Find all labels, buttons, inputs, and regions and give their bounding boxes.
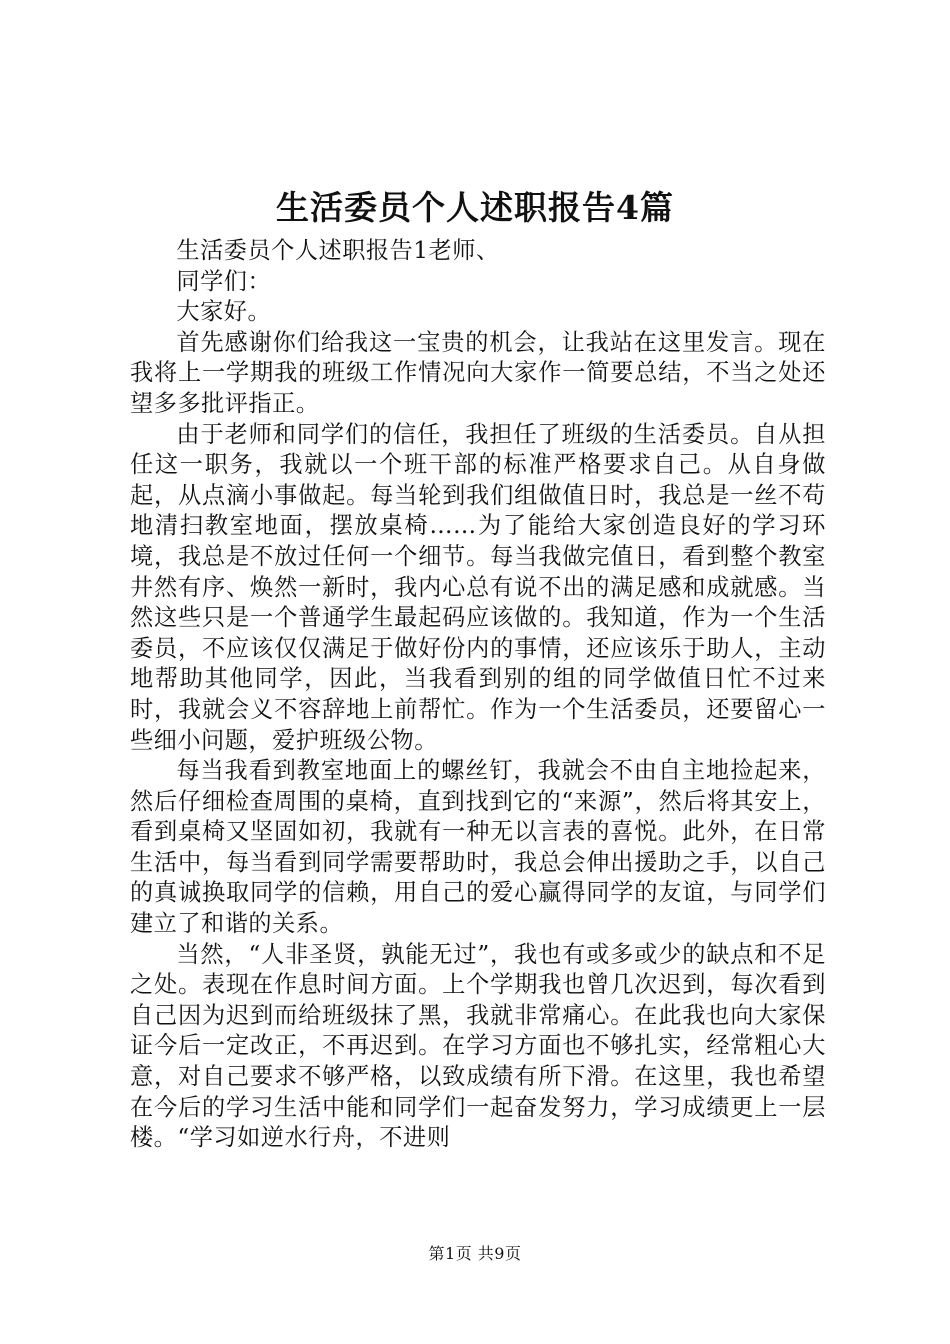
paragraph-opening: 首先感谢你们给我这一宝贵的机会，让我站在这里发言。现在我将上一学期我的班级工作情况向大家作一简要总结，不当之处还望多多批评指正。 bbox=[130, 328, 826, 417]
paragraph-report-heading: 生活委员个人述职报告1老师、 bbox=[176, 237, 500, 264]
paragraph-helping: 每当我看到教室地面上的螺丝钉，我就会不由自主地捡起来，然后仔细检查周围的桌椅，直到找到它的“来源”，然后将其安上，看到桌椅又坚固如初，我就有一种无以言表的喜悦。此外，在日常生活中，每当看到同学需要帮助时，我总会伸出援助之手，以自己的真诚换取同学的信赖，用自己的爱心赢得同学的友谊，与同学们建立了和谐的关系。 bbox=[130, 757, 826, 938]
page-number-footer: 第1页 共9页 bbox=[428, 1244, 522, 1263]
paragraph-shortcomings: 当然，“人非圣贤，孰能无过”，我也有或多或少的缺点和不足之处。表现在作息时间方面。上个学期我也曾几次迟到，每次看到自己因为迟到而给班级抹了黑，我就非常痛心。在此我也向大家保证今后一定改正，不再迟到。在学习方面也不够扎实，经常粗心大意，对自己要求不够严格，以致成绩有所下滑。在这里，我也希望在今后的学习生活中能和同学们一起奋发努力，学习成绩更上一层楼。“学习如逆水行舟，不进则 bbox=[130, 940, 826, 1152]
paragraph-salutation: 同学们： bbox=[176, 267, 272, 295]
document-body bbox=[130, 236, 826, 1154]
paragraph-duties: 由于老师和同学们的信任，我担任了班级的生活委员。自从担任这一职务，我就以一个班干部的标准严格要求自己。从自身做起，从点滴小事做起。每当轮到我们组做值日时，我总是一丝不苟地清扫教室地面，摆放桌椅……为了能给大家创造良好的学习环境，我总是不放过任何一个细节。每当我做完值日，看到整个教室井然有序、焕然一新时，我内心总有说不出的满足感和成就感。当然这些只是一个普通学生最起码应该做的。我知道，作为一个生活委员，不应该仅仅满足于做好份内的事情，还应该乐于助人，主动地帮助其他同学，因此，当我看到别的组的同学做值日忙不过来时，我就会义不容辞地上前帮忙。作为一个生活委员，还要留心一些细小问题，爱护班级公物。 bbox=[130, 420, 826, 754]
document-title: 生活委员个人述职报告4篇 bbox=[276, 188, 674, 227]
paragraph-greeting: 大家好。 bbox=[176, 298, 272, 326]
